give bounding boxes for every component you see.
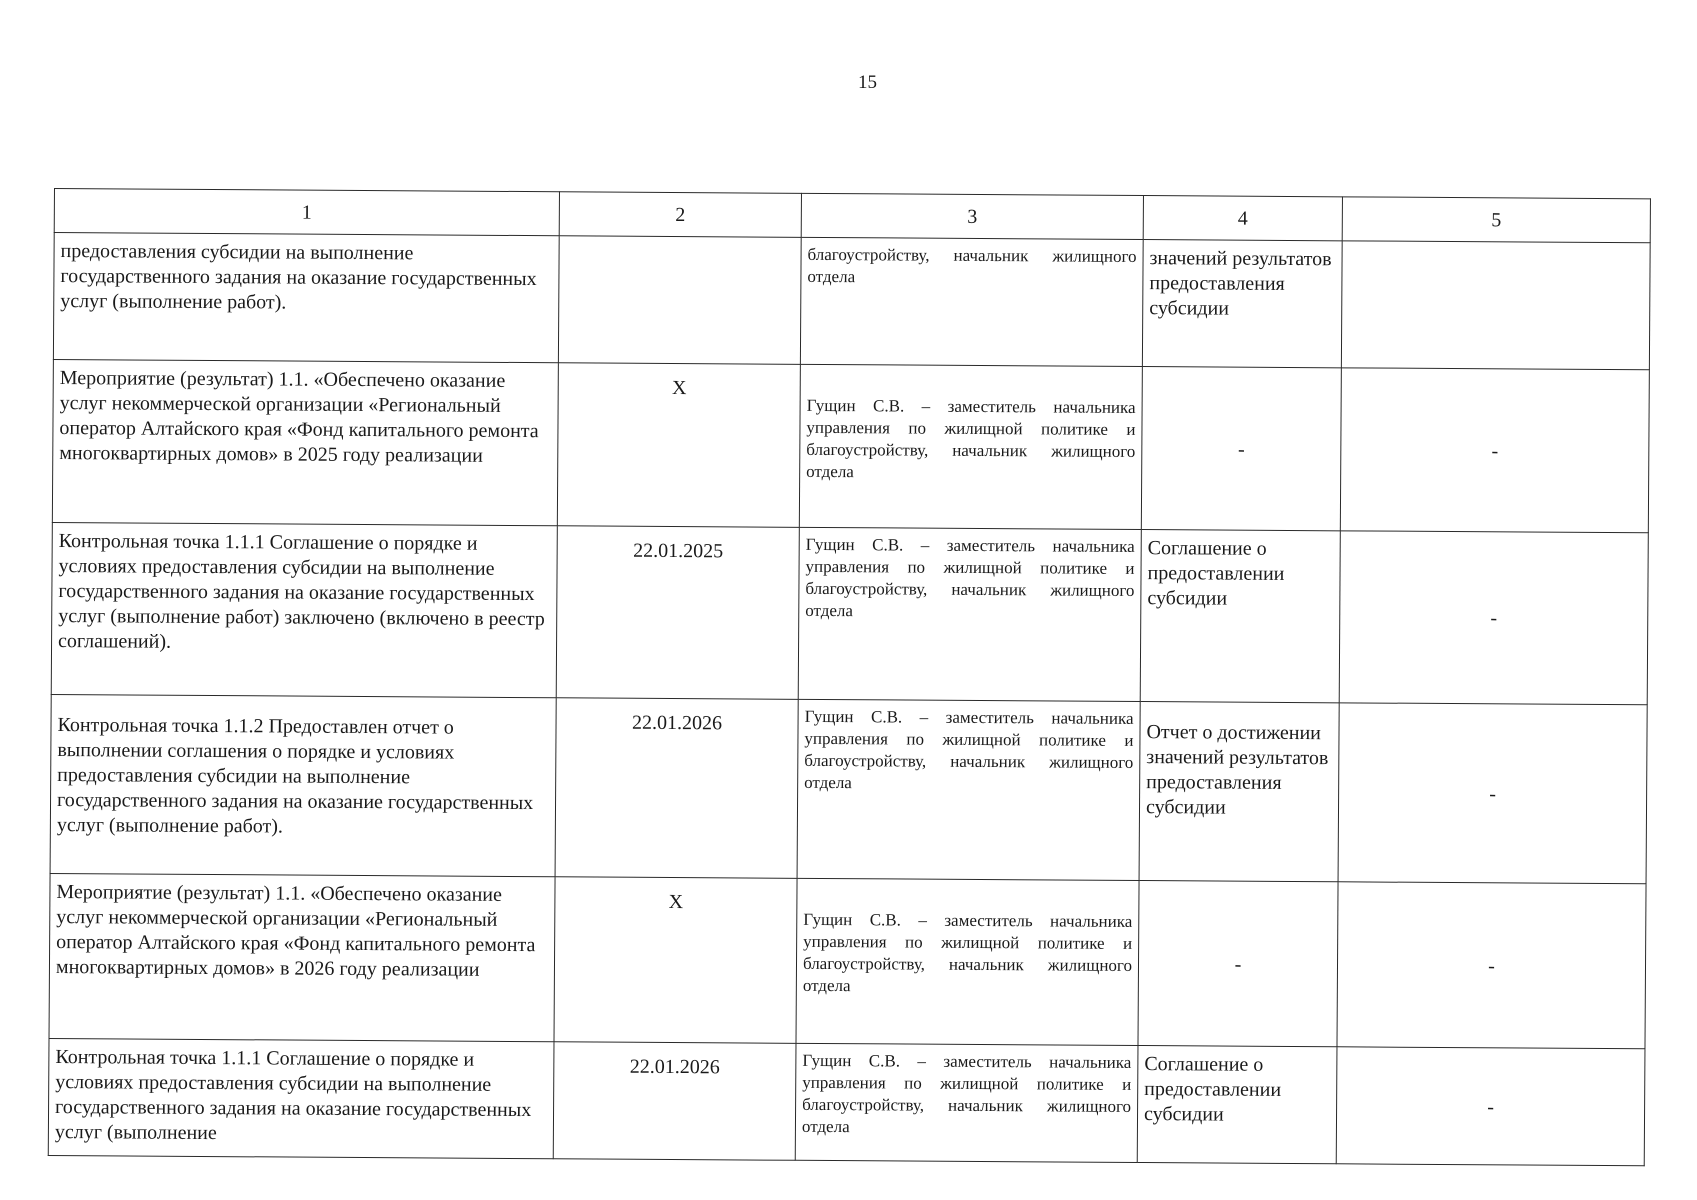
responsible-cell: Гущин С.В. – заместитель начальника управления по жилищной политике и благоустройству, начальник жилищного отдела (797, 699, 1140, 880)
table-row (51, 522, 1648, 704)
info-system-cell (1341, 241, 1650, 370)
table-row (50, 694, 1647, 883)
responsible-cell: Гущин С.В. – заместитель начальника управления по жилищной политике и благоустройству, начальник жилищного отдела (798, 527, 1141, 701)
column-header-5: 5 (1342, 197, 1650, 243)
event-description-cell: Контрольная точка 1.1.1 Соглашение о порядке и условиях предоставления субсидии на выполнение государственного задания на оказание государственных услуг (выполнение работ) заключено (включено в реестр соглашений). (51, 522, 557, 697)
info-system-cell: - (1338, 703, 1647, 884)
document-cell: Отчет о достижении значений результатов предоставления субсидии (1139, 702, 1339, 882)
event-description-cell: Мероприятие (результат) 1.1. «Обеспечено оказание услуг некоммерческой организации «Региональный оператор Алтайского края «Фонд капитального ремонта многоквартирных домов» в 2026 году реализации (49, 873, 555, 1041)
document-cell: Соглашение о предоставлении субсидии (1140, 530, 1340, 703)
responsible-cell: Гущин С.В. – заместитель начальника управления по жилищной политике и благоустройству, начальник жилищного отдела (795, 1043, 1138, 1162)
schedule-table (48, 188, 1651, 1166)
deadline-cell: 22.01.2025 (556, 526, 799, 700)
responsible-cell: Гущин С.В. – заместитель начальника управления по жилищной политике и благоустройству, начальник жилищного отдела (799, 364, 1142, 529)
info-system-cell: - (1336, 1047, 1645, 1166)
column-header-2: 2 (559, 192, 801, 238)
event-description-cell: Контрольная точка 1.1.2 Предоставлен отчет о выполнении соглашения о порядке и условиях предоставления субсидии на выполнение государственного задания на оказание государственных услуг (выполнение работ). (50, 694, 556, 876)
table-row (53, 233, 1650, 370)
table-row (52, 359, 1649, 532)
deadline-cell: 22.01.2026 (555, 698, 798, 879)
deadline-cell: X (557, 363, 800, 528)
event-description-cell: предоставления субсидии на выполнение государственного задания на оказание государственных услуг (выполнение работ). (53, 233, 559, 363)
responsible-cell: Гущин С.В. – заместитель начальника управления по жилищной политике и благоустройству, начальник жилищного отдела (796, 878, 1139, 1045)
column-header-3: 3 (801, 193, 1143, 239)
deadline-cell (558, 236, 801, 365)
event-description-cell: Мероприятие (результат) 1.1. «Обеспечено оказание услуг некоммерческой организации «Региональный оператор Алтайского края «Фонд капитального ремонта многоквартирных домов» в 2025 году реализации (52, 359, 558, 525)
info-system-cell: - (1337, 882, 1646, 1049)
document-cell: - (1138, 881, 1338, 1047)
event-description-cell: Контрольная точка 1.1.1 Соглашение о порядке и условиях предоставления субсидии на выполнение государственного задания на оказание государственных услуг (выполнение (48, 1038, 554, 1158)
page-number: 15 (858, 72, 877, 93)
table-container (54, 188, 1650, 1156)
document-cell: - (1141, 367, 1341, 531)
document-cell: значений результатов предоставления субсидии (1142, 240, 1342, 368)
deadline-cell: X (554, 877, 797, 1044)
responsible-cell: благоустройству, начальник жилищного отдела (800, 237, 1143, 366)
table-row (48, 1038, 1645, 1165)
document-cell: Соглашение о предоставлении субсидии (1137, 1046, 1337, 1164)
table-row (49, 873, 1646, 1048)
deadline-cell: 22.01.2026 (553, 1042, 796, 1161)
info-system-cell: - (1340, 368, 1649, 533)
column-header-1: 1 (54, 189, 559, 236)
column-header-4: 4 (1143, 196, 1342, 241)
info-system-cell: - (1339, 531, 1648, 705)
